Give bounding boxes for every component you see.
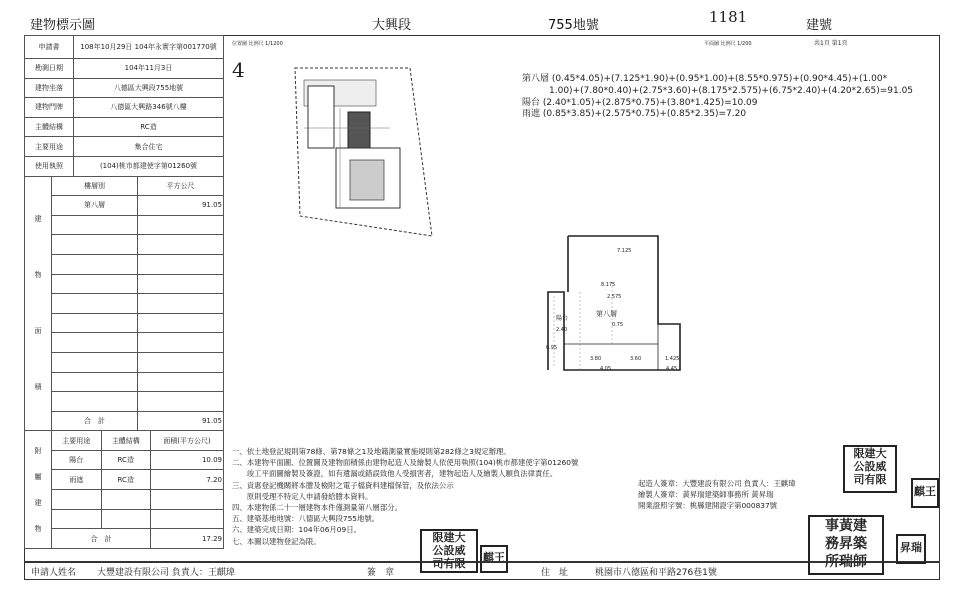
section-name: 大興段 <box>372 18 412 33</box>
architect-seal: 事黃建 務昇築 所瑞師 <box>808 515 884 575</box>
address-value: 桃園市八德區和平路276巷1號 <box>595 568 717 578</box>
annex-total-row: 合 計 17.29 <box>25 529 224 549</box>
info-row: 主要用途 集合住宅 <box>25 137 224 157</box>
applicant-label: 申請人姓名 <box>31 568 77 578</box>
area-total-row: 合 計 91.05 <box>25 411 224 431</box>
info-row: 建物門牌 八德區大興路346號八樓 <box>25 98 224 118</box>
col-area-header: 平方公尺 <box>138 176 224 196</box>
sign-label: 簽 章 <box>367 568 395 578</box>
doc-title: 建物標示圖 <box>30 18 96 33</box>
col-floor-header: 樓層別 <box>52 176 138 196</box>
footer-company-seal: 限建大 公設威 司有限 <box>420 529 478 573</box>
page-number: 共1頁 第1頁 <box>814 40 848 47</box>
info-grid <box>24 35 224 563</box>
architect-small-seal: 昇瑞 <box>896 534 926 564</box>
info-row: 使用執照 (104)桃市都建使字第01260號 <box>25 156 224 176</box>
area-row: 第八層 91.05 <box>25 196 224 216</box>
applicant-name: 大豐建設有限公司 負責人：王麒瑋 <box>97 568 235 578</box>
info-row: 主體結構 RC造 <box>25 117 224 137</box>
build-number: 1181 <box>709 8 748 26</box>
site-plan-drawing <box>290 48 440 243</box>
floor-mark: 4 <box>232 58 245 82</box>
annex-table: 附 屬 建 物 主要用途 主體結構 面積(平方公尺) 陽台 RC造 10.09 雨遮 RC造 7.20 合 計 17.29 <box>24 430 224 549</box>
person-seal: 麒王 <box>911 478 939 508</box>
footer-bar <box>24 561 940 580</box>
lot-number: 755地號 <box>548 18 599 33</box>
footer-person-seal: 麒王 <box>480 545 508 573</box>
build-number-label: 建號 <box>806 18 833 33</box>
address-label: 住 址 <box>541 568 569 578</box>
info-row: 申請書 108年10月29日 104年永實字第001770號 <box>25 36 224 59</box>
info-table <box>24 35 224 177</box>
info-row: 勘測日期 104年11月3日 <box>25 59 224 79</box>
floor-plan-label: 平面圖 比例尺 1/200 <box>704 41 752 47</box>
site-plan-label: 位置圖 比例尺 1/1200 <box>232 41 283 47</box>
area-formulas: 第八層 (0.45*4.05)+(7.125*1.90)+(0.95*1.00)+(8.55*0.975)+(0.90*4.45)+(1.00* 1.00)+(7.80*0.40)+(2.75*3.60)+(8.175*2.575)+(6.75*2.40)+(4.20*2.65)=91.05 陽台 (2.40*1.05)+(2.875*0.75)+(3.80*1.425)=10.09 雨遮 (0.85*3.85)+(2.575*0.75)+(0.85*2.35)=7.20 <box>522 74 914 120</box>
company-seal: 限建大 公設威 司有限 <box>843 445 897 493</box>
designer-block: 起造人簽章：大豐建設有限公司 負責人：王麒瑋 繪製人簽章：黃昇瑞建築師事務所 黃昇瑞 開業證照字號：桃縣建開證字第000837號 <box>638 479 796 511</box>
annex-row: 陽台 RC造 10.09 <box>25 450 224 470</box>
annex-row: 雨遮 RC造 7.20 <box>25 470 224 490</box>
notes: 一、依土地登記規則第78條、第78條之1及地籍測量實施規則第282條之3規定辦理。 二、本建物平面圖、位置圖及建物面積係由建物起造人及繪製人依使用執照(104)桃市都建使字第01260號 竣工平面圖繪製及簽證，如有遺漏或錯誤致他人受損害者，建物起造人及繪製人願負法律責任。 三、貢惠登記機關將本謄及檢附之電子檔資料建檔保管，及依法公示 原則受理不特定人申請發給謄本資料。 四、本建物係二十一層建物本件僅測量第八層部分。 五、建築基地地號：八德區大興段755地號。 六、建築完成日期：104年06月09日。 七、本圖以建物登記為限。 <box>232 447 579 546</box>
area-table: 建 物 面 積 樓層別 平方公尺 第八層 91.05 合 計 91.05 <box>24 176 224 432</box>
balcony-label: 陽台 <box>556 315 569 322</box>
info-row: 建物坐落 八德區大興段755地號 <box>25 78 224 98</box>
room-label: 第八層 <box>596 310 617 318</box>
